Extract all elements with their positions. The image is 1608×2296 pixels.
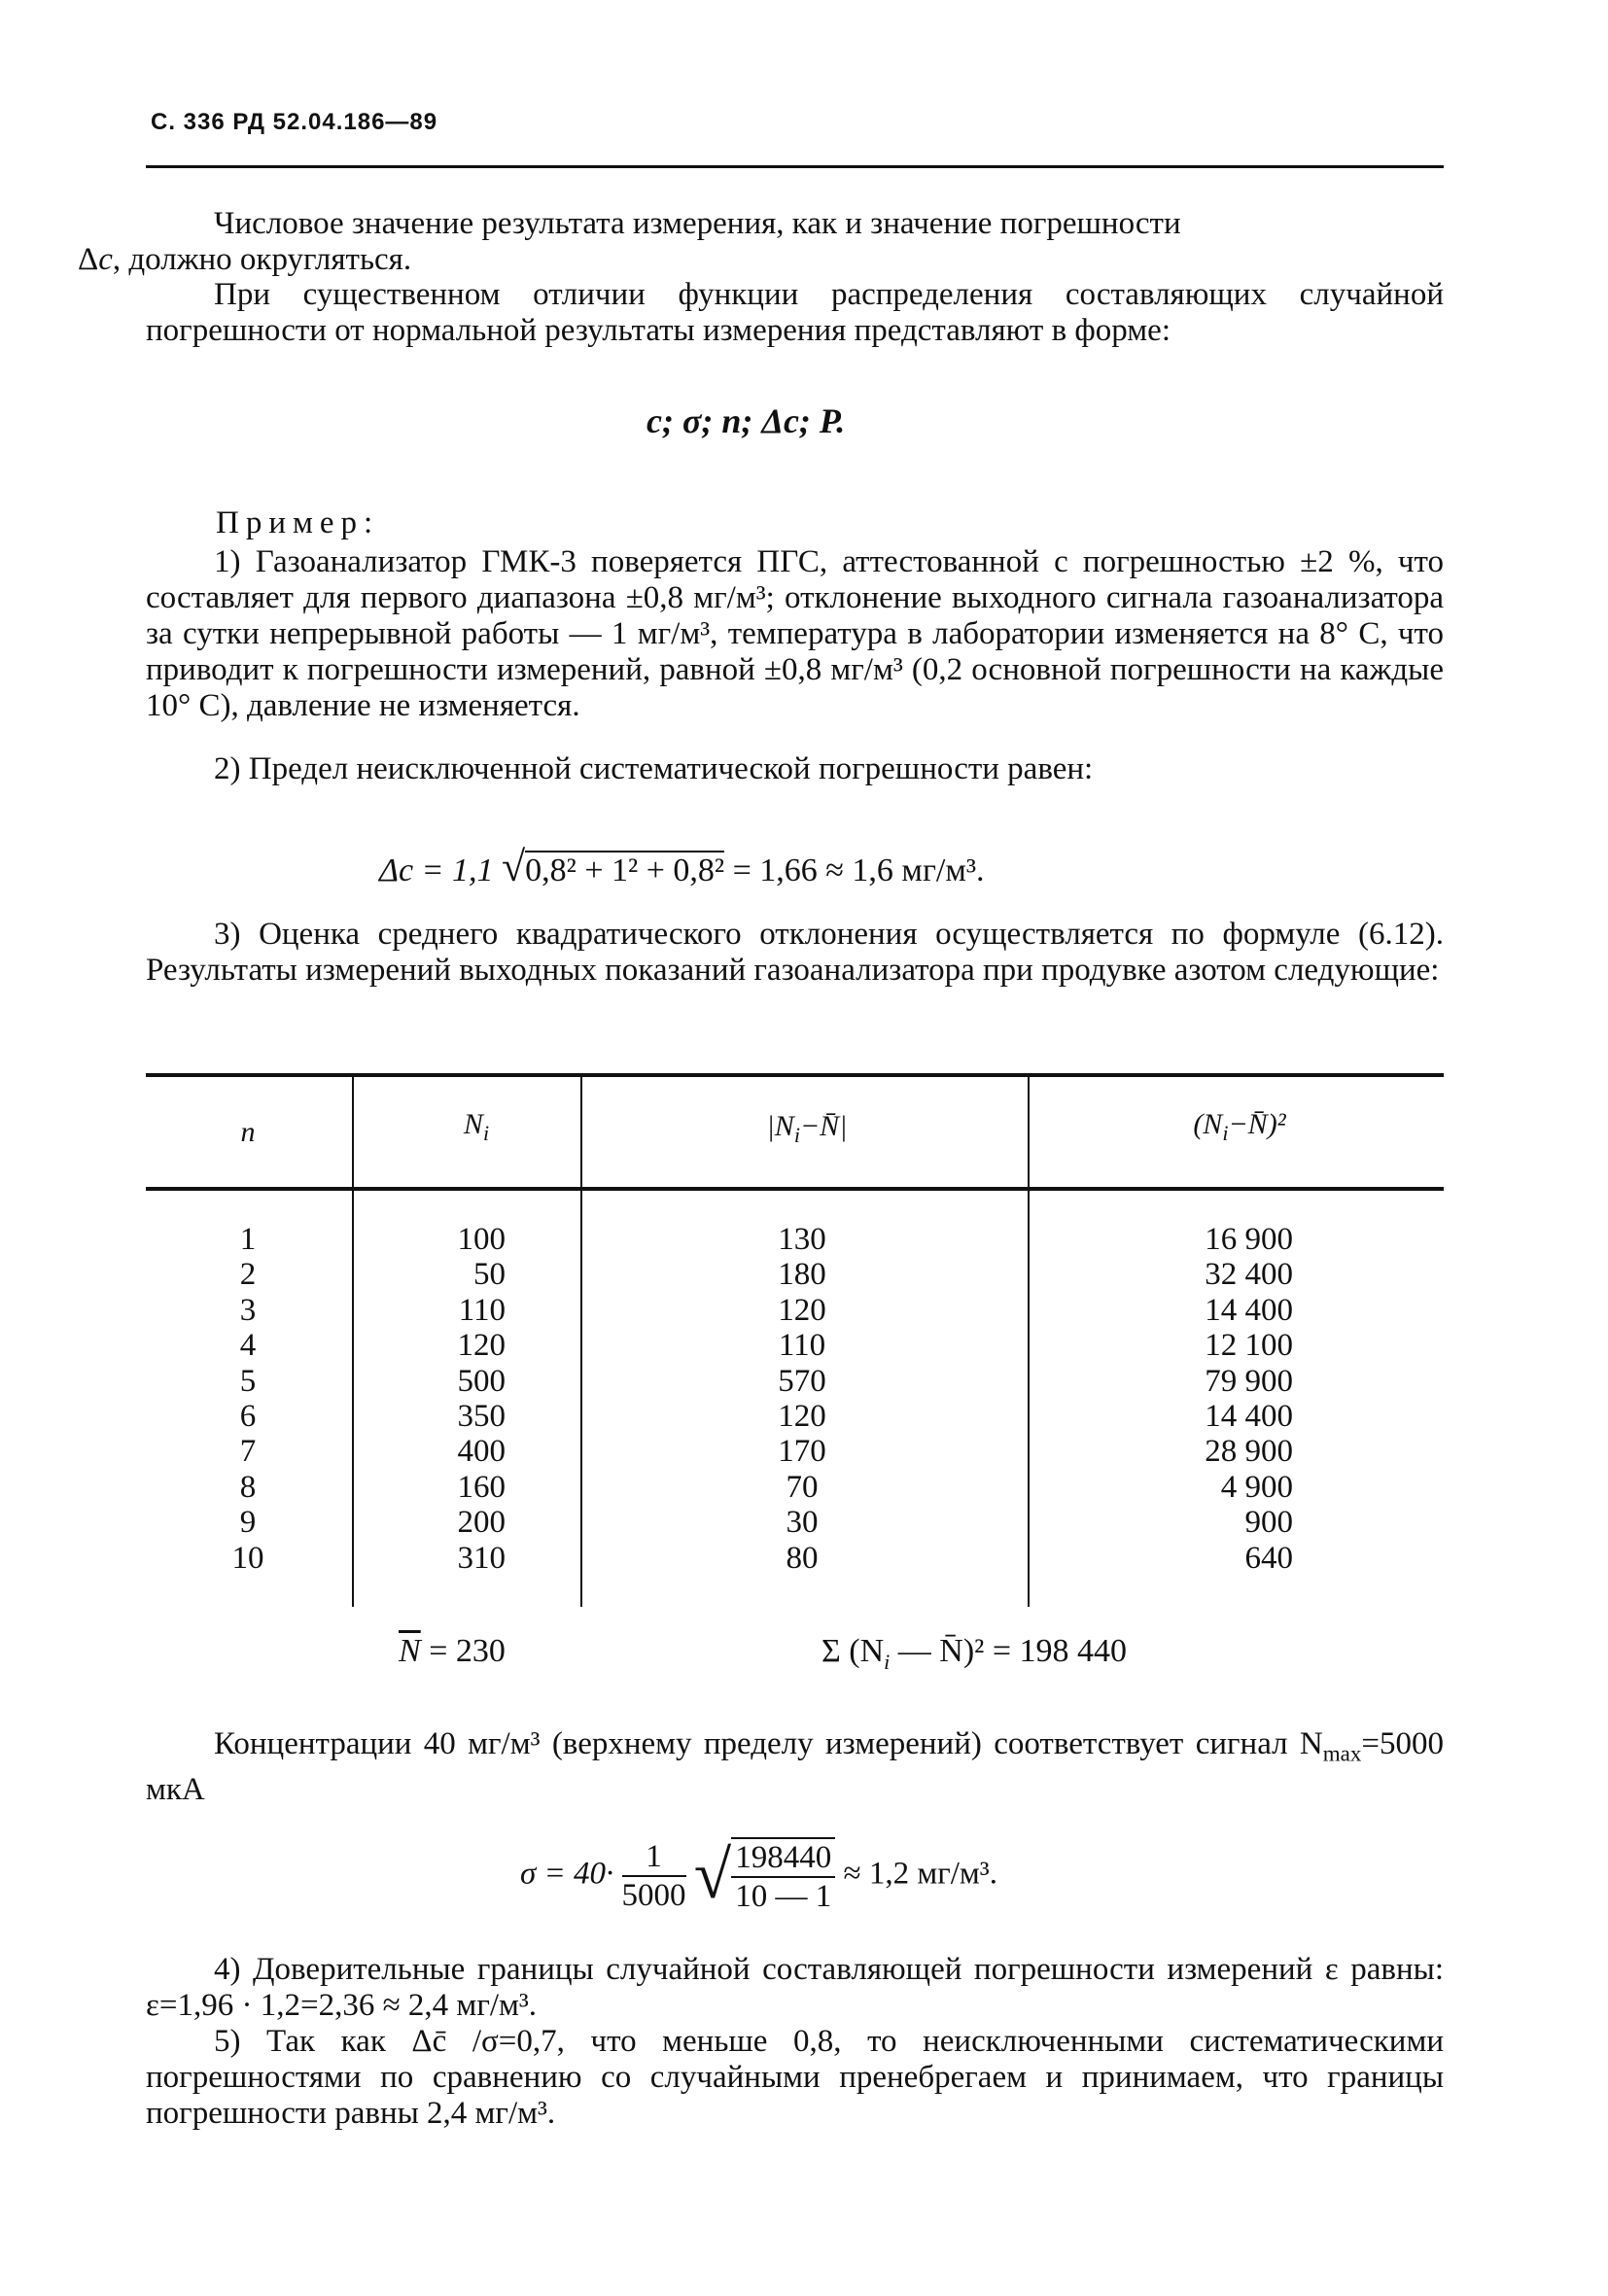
paragraph-distribution: При существенном отличии функции распределения составляющих случайной погрешности от нормальной результаты измерения представляют в форме: (146, 277, 1444, 348)
sqrt-icon: √ (693, 1838, 732, 1913)
p1-delta: Δ (78, 242, 99, 277)
table-top-rule (146, 1073, 1444, 1077)
table-cell: 120 (778, 1292, 826, 1328)
table-cell: 640 (1244, 1540, 1293, 1576)
table-cell: 28 900 (1205, 1434, 1293, 1470)
table-header-n: n (240, 1116, 256, 1148)
table-cell: 170 (778, 1434, 826, 1470)
table-cell: 900 (1244, 1505, 1293, 1541)
example-item-2: 2) Предел неисключенной систематической погрешности равен: (214, 751, 1094, 786)
table-cell: 6 (239, 1398, 257, 1434)
table-cell: 500 (457, 1363, 506, 1399)
table-cell: 200 (457, 1505, 506, 1541)
table-col-divider-2 (580, 1077, 582, 1607)
table-cell: 5 (239, 1363, 257, 1399)
table-cell: 400 (457, 1434, 506, 1470)
table-cell: 10 (231, 1540, 264, 1576)
table-cell: 80 (786, 1540, 819, 1576)
mean-summary (399, 1633, 506, 1670)
table-cell: 120 (457, 1328, 506, 1364)
p1-line1: Числовое значение результата измерения, как и значение погрешности (214, 206, 1181, 241)
table-column-abs-deviation (758, 1222, 846, 1576)
table-column-ni (428, 1222, 506, 1576)
table-cell: 570 (778, 1363, 826, 1399)
table-col-divider-3 (1028, 1077, 1030, 1607)
formula2-radicand: 0,8² + 1² + 0,8² (525, 852, 725, 888)
p1-c: c (98, 242, 113, 277)
table-cell: 9 (239, 1505, 257, 1541)
formula2-left: Δc = 1,1 (379, 852, 494, 888)
sum-value: = 198 440 (992, 1633, 1128, 1669)
table-cell: 70 (786, 1469, 819, 1505)
example-item-1: 1) Газоанализатор ГМК-3 поверяется ПГС, аттестованной с погрешностью ±2 %, что составляет для первого диапазона ±0,8 мг/м³; отклонение выходного сигнала газоанализатора за сутки непрерывной работы — 1 мг/м³, температура в лаборатории изменяется на 8° С, что приводит к погрешности измерений, равной ±0,8 мг/м³ (0,2 основной погрешности на каждые 10° С), давление не изменяется. (146, 544, 1444, 723)
formula-delta-c (379, 842, 985, 891)
sum-label: Σ (N (821, 1633, 885, 1669)
sum-mid: — N̄)² (890, 1633, 985, 1669)
table-col-divider-1 (352, 1077, 354, 1607)
table-header-abs-deviation: $|N_i-N̄|$ (766, 1110, 848, 1147)
table-cell: 180 (778, 1257, 826, 1293)
table-cell: 4 (239, 1328, 257, 1364)
table-cell: 110 (458, 1292, 506, 1328)
table-column-n (219, 1222, 277, 1576)
sigma-right: ≈ 1,2 мг/м³. (843, 1856, 997, 1892)
table-cell: 160 (457, 1469, 506, 1505)
sigma-sqrt-fraction: $\frac{198440}{10 — 1}$ (731, 1837, 835, 1915)
table-cell: 7 (239, 1434, 257, 1470)
example-item-3: 3) Оценка среднего квадратического отклонения осуществляется по формуле (6.12). Результаты измерений выходных показаний газоанализатора при продувке азотом следующие: (146, 917, 1444, 988)
table-cell: 4 900 (1220, 1469, 1293, 1505)
p1-rest: , должно округляться. (112, 242, 412, 277)
table-cell: 3 (239, 1292, 257, 1328)
table-cell: 350 (457, 1398, 506, 1434)
table-cell: 16 900 (1205, 1222, 1293, 1257)
sigma-left: σ = 40· (520, 1856, 614, 1892)
sum-summary: Σ ($N_i$ — N̄)² = 198 440 (821, 1633, 1128, 1674)
table-cell: 310 (457, 1540, 506, 1576)
table-header-rule (146, 1187, 1444, 1191)
table-cell: 8 (239, 1469, 257, 1505)
table-cell: 30 (786, 1505, 819, 1541)
paragraph-concentration: Концентрации 40 мг/м³ (верхнему пределу измерений) соответствует сигнал $N_{max}=5000$ мкА (146, 1726, 1444, 1807)
formula-sigma (520, 1837, 997, 1915)
table-cell: 14 400 (1205, 1398, 1293, 1434)
table-cell: 100 (457, 1222, 506, 1257)
table-column-squared-deviation (1171, 1222, 1293, 1576)
mean-label: $\overline{N}$ (399, 1633, 421, 1669)
page-header: С. 336 РД 52.04.186—89 (151, 109, 438, 135)
sigma-fraction: $\frac{1}{5000}$ (621, 1839, 686, 1913)
table-cell: 120 (778, 1398, 826, 1434)
example-item-5: 5) Так как Δc̄ /σ=0,7, что меньше 0,8, то неисключенными систематическими погрешностями по сравнению со случайными пренебрегаем и принимаем, что границы погрешности равны 2,4 мг/м³. (146, 2024, 1444, 2131)
table-cell: 110 (778, 1328, 826, 1364)
example-item-4: 4) Доверительные границы случайной составляющей погрешности измерений ε равны: ε=1,96 · 1,2=2,36 ≈ 2,4 мг/м³. (146, 1952, 1444, 2023)
mean-value: = 230 (429, 1633, 506, 1669)
paragraph-rounding (78, 206, 1444, 278)
table-header-squared-deviation: $(N_i-N̄)^2$ (1193, 1108, 1286, 1145)
table-cell: 14 400 (1205, 1292, 1293, 1328)
table-cell: 50 (473, 1257, 506, 1293)
example-title: Пример: (216, 505, 380, 540)
table-cell: 130 (778, 1222, 826, 1257)
table-header-ni: $N_i$ (463, 1108, 490, 1145)
table-cell: 79 900 (1205, 1363, 1293, 1399)
header-rule (146, 165, 1444, 168)
sqrt-icon: √ (502, 843, 526, 890)
table-cell: 1 (239, 1222, 257, 1257)
form-formula: c; σ; n; Δc; P. (647, 401, 846, 440)
table-cell: 12 100 (1205, 1328, 1293, 1364)
formula2-right: = 1,66 ≈ 1,6 мг/м³. (732, 852, 985, 888)
table-cell: 32 400 (1205, 1257, 1293, 1293)
table-cell: 2 (239, 1257, 257, 1293)
